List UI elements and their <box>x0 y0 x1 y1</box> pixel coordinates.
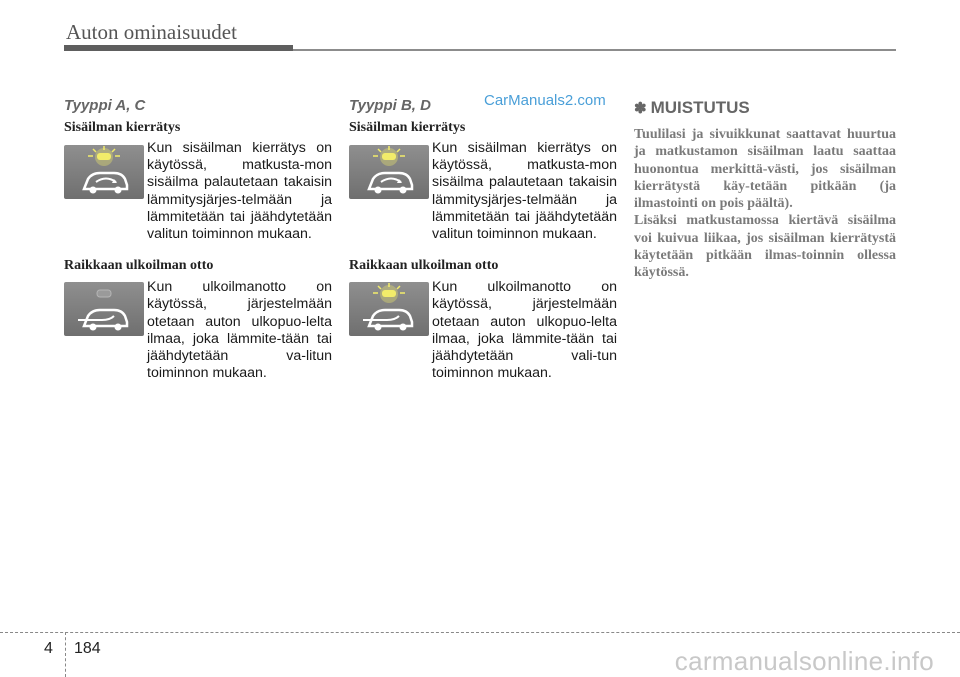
fresh-entry <box>349 279 617 382</box>
fresh-entry <box>64 279 332 382</box>
header-rule <box>293 49 896 51</box>
fresh-air-lamp-off-icon <box>64 282 144 336</box>
note-box <box>634 97 896 282</box>
chapter-number: 4 <box>44 640 53 657</box>
running-header: Auton ominaisuudet <box>66 20 237 44</box>
fresh-description: Kun ulkoilmanotto on käytössä, järjestelmään otetaan auton ulkopuo-lelta ilmaa, joka lämmite-tään tai jäähdytetään vali-tun toiminnon mukaan. <box>432 279 617 382</box>
note-symbol-icon: ✽ <box>634 100 647 117</box>
column-type-b-d <box>349 96 617 382</box>
recirc-entry <box>349 140 617 243</box>
page-number: 184 <box>74 640 101 657</box>
note-paragraph-1: Tuulilasi ja sivuikkunat saattavat huurtua ja matkustamon sisäilman laatu saattaa huonontua merkittä-västi, jos sisäilman kierrätystä käy-tetään pitkään (ja ilmastointi on pois päältä). <box>634 127 896 212</box>
fresh-description: Kun ulkoilmanotto on käytössä, järjestelmään otetaan auton ulkopuo-lelta ilmaa, joka lämmite-tään tai jäähdytetään va-litun toiminnon mukaan. <box>147 279 332 382</box>
recirc-heading: Sisäilman kierrätys <box>64 120 181 135</box>
recirc-lamp-on-icon <box>349 145 429 199</box>
recirc-lamp-on-icon <box>64 145 144 199</box>
recirc-heading: Sisäilman kierrätys <box>349 120 466 135</box>
note-paragraph-2: Lisäksi matkustamossa kiertävä sisäilma voi kuivua liikaa, jos sisäilman kierrätystä käytetään pitkään ilmas-toinnin ollessa käytössä. <box>634 213 896 281</box>
recirc-description: Kun sisäilman kierrätys on käytössä, matkusta-mon sisäilma palautetaan takaisin lämmitysjärjes-telmään ja lämmitetään tai jäähdytetään valitun toiminnon mukaan. <box>147 140 332 243</box>
header-bar <box>64 45 293 51</box>
column-type-a-c <box>64 96 332 382</box>
recirc-entry <box>64 140 332 243</box>
note-heading <box>634 97 896 120</box>
footer-divider <box>65 632 66 677</box>
recirc-description: Kun sisäilman kierrätys on käytössä, matkusta-mon sisäilma palautetaan takaisin lämmitysjärjes-telmään ja lämmitetään tai jäähdytetään valitun toiminnon mukaan. <box>432 140 617 243</box>
type-heading: Tyyppi A, C <box>64 97 146 114</box>
fresh-heading: Raikkaan ulkoilman otto <box>349 258 499 274</box>
fresh-heading: Raikkaan ulkoilman otto <box>64 258 214 274</box>
watermark-top[interactable]: CarManuals2.com <box>484 92 606 109</box>
note-heading-label: MUISTUTUS <box>650 98 750 117</box>
fresh-air-lamp-on-icon <box>349 282 429 336</box>
watermark-bottom[interactable]: carmanualsonline.info <box>674 646 934 676</box>
lamp-glow <box>95 148 113 166</box>
footer-rule <box>0 632 960 633</box>
type-heading: Tyyppi B, D <box>349 97 431 114</box>
